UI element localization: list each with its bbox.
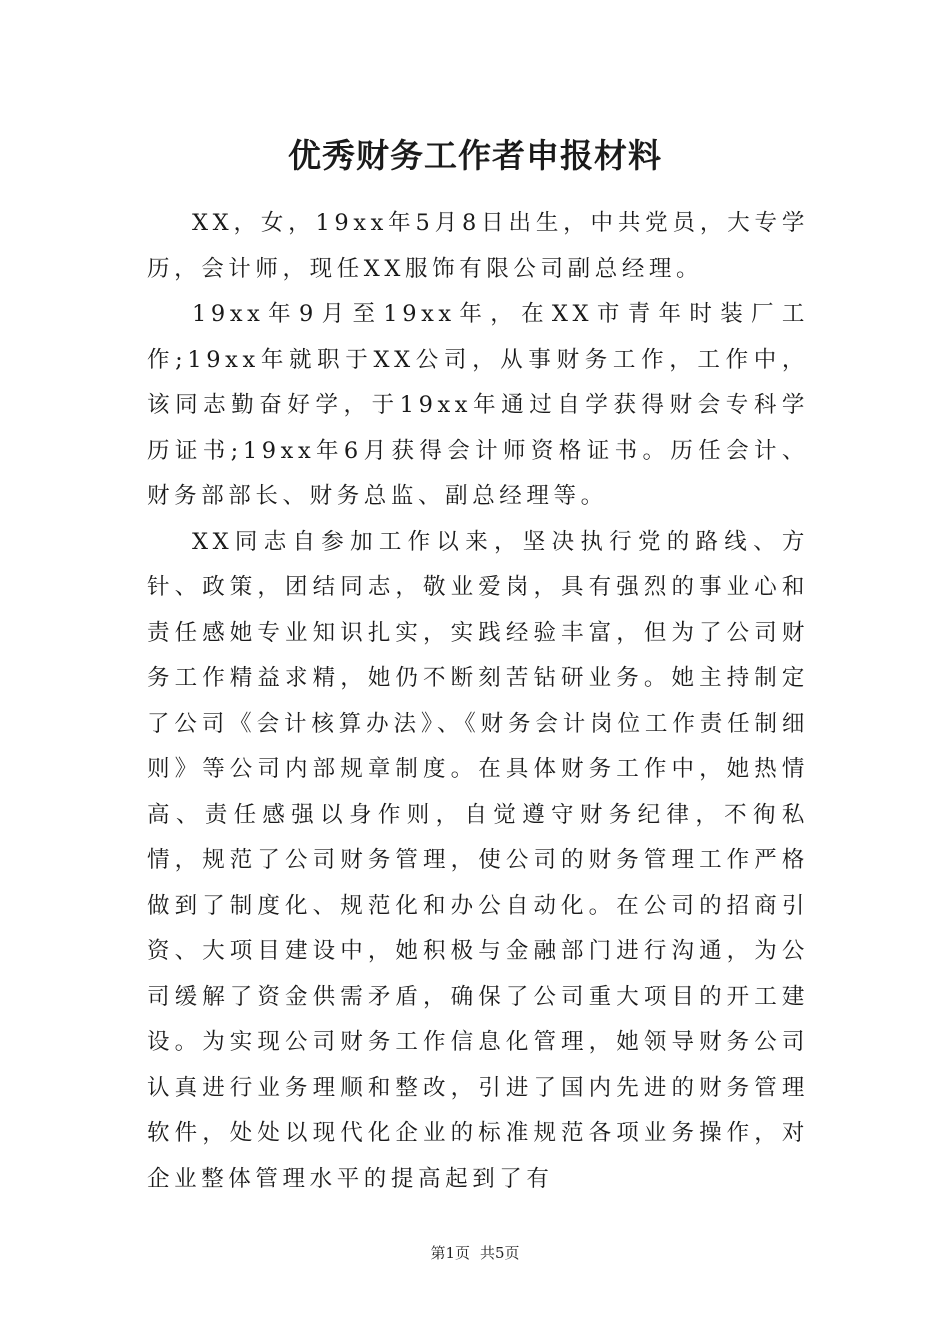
page-number: 第1页: [430, 1244, 470, 1262]
page-total: 共5页: [480, 1244, 520, 1262]
paragraph-achievements: XX同志自参加工作以来，坚决执行党的路线、方针、政策，团结同志，敬业爱岗，具有强烈的事业心和责任感她专业知识扎实，实践经验丰富，但为了公司财务工作精益求精，她仍不断刻苦钻研业务。她主持制定了公司《会计核算办法》、《财务会计岗位工作责任制细则》等公司内部规章制度。在具体财务工作中，她热情高、责任感强以身作则，自觉遵守财务纪律，不徇私情，规范了公司财务管理，使公司的财务管理工作严格做到了制度化、规范化和办公自动化。在公司的招商引资、大项目建设中，她积极与金融部门进行沟通，为公司缓解了资金供需矛盾，确保了公司重大项目的开工建设。为实现公司财务工作信息化管理，她领导财务公司认真进行业务理顺和整改，引进了国内先进的财务管理软件，处处以现代化企业的标准规范各项业务操作，对企业整体管理水平的提高起到了有: [147, 528, 809, 1192]
paragraph-career: 19xx年9月至19xx年，在XX市青年时装厂工作;19xx年就职于XX公司，从事财务工作，工作中，该同志勤奋好学，于19xx年通过自学获得财会专科学历证书;19xx年6月获得会计师资格证书。历任会计、财务部部长、财务总监、副总经理等。: [147, 301, 809, 509]
page-footer: [0, 1241, 950, 1265]
document-title: 优秀财务工作者申报材料: [288, 136, 662, 175]
document-body: [147, 201, 809, 1202]
paragraph-intro: XX，女，19xx年5月8日出生，中共党员，大专学历，会计师，现任XX服饰有限公司副总经理。: [147, 210, 809, 282]
